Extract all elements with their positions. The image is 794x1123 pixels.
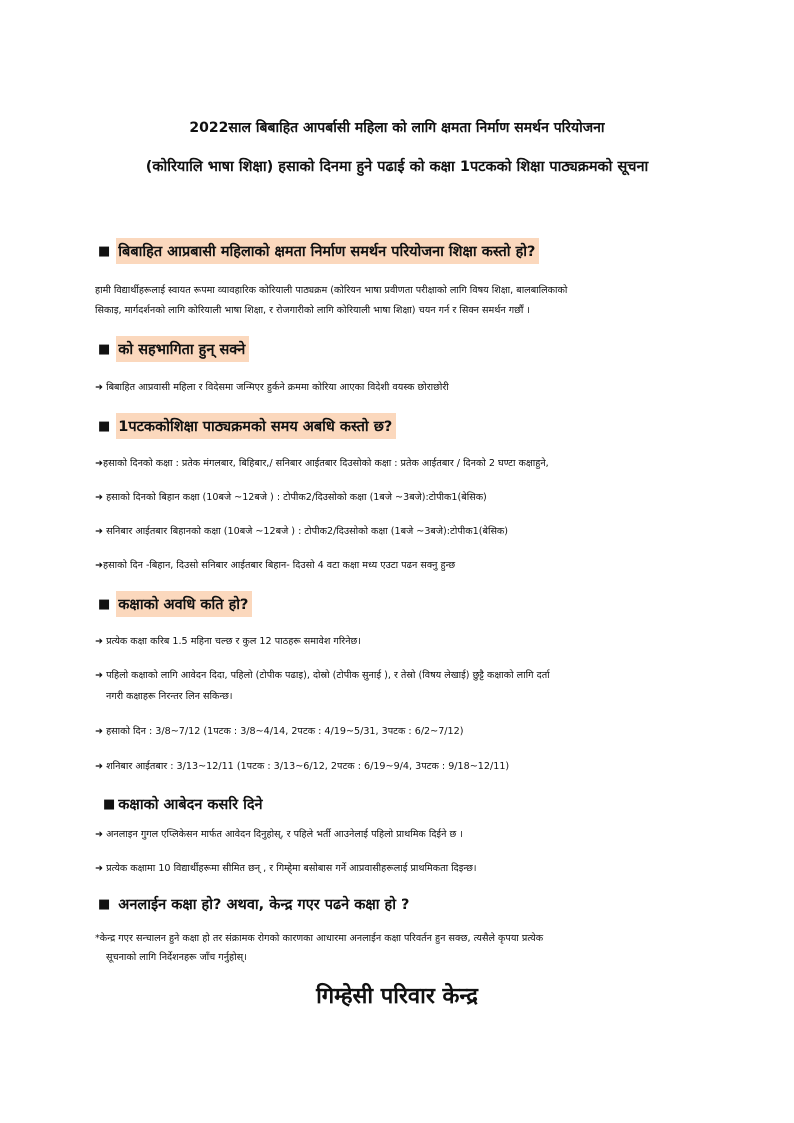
section-heading-what-is	[98, 238, 539, 264]
intro-paragraph-line-1: हामी विद्यार्थीहरूलाई स्वायत रूपमा व्यावहारिक कोरियाली पाठ्यक्रम (कोरियन भाषा प्रवीणता परीक्षाको लागि विषय शिक्षा, बालबालिकाको	[95, 285, 568, 296]
square-bullet-icon: ■	[98, 596, 111, 612]
section-heading-duration	[98, 591, 252, 617]
intro-paragraph-line-2: सिकाइ, मार्गदर्शनको लागि कोरियाली भाषा शिक्षा, र रोजगारीको लागि कोरियाली भाषा शिक्षा) चयन गर्न र सिक्न समर्थन गर्छौं ।	[95, 305, 531, 316]
section-heading-text: 1पटककोशिक्षा पाठ्यक्रमको समय अबधि कस्तो छ?	[116, 413, 396, 439]
section-heading-application	[103, 791, 267, 817]
eligibility-item: ➜ बिबाहित आप्रवासी महिला र विदेसमा जन्मिएर हुर्कने क्रममा कोरिया आएका विदेशी वयस्क छोराछोरी	[95, 382, 449, 393]
duration-item-1: ➜ प्रत्येक कक्षा करिब 1.5 महिना चल्छ र कुल 12 पाठहरू समावेश गरिनेछ।	[95, 636, 361, 647]
section-heading-schedule	[98, 413, 396, 439]
section-heading-online-or-offline	[98, 891, 413, 917]
square-bullet-icon: ■	[98, 341, 111, 357]
schedule-item-4: ➜हसाको दिन -बिहान, दिउसो सनिबार आईतबार बिहान- दिउसो 4 वटा कक्षा मध्य एउटा पढन सक्नु हुन्छ	[95, 560, 456, 571]
duration-item-3: ➜ हसाको दिन : 3/8~7/12 (1पटक : 3/8~4/14, 2पटक : 4/19~5/31, 3पटक : 6/2~7/12)	[95, 726, 464, 737]
organization-name: गिम्हेसी परिवार केन्द्र	[316, 984, 478, 1009]
section-heading-text: बिबाहित आप्रबासी महिलाको क्षमता निर्माण समर्थन परियोजना शिक्षा कस्तो हो?	[116, 238, 539, 264]
square-bullet-icon: ■	[98, 896, 111, 912]
square-bullet-icon: ■	[98, 418, 111, 434]
schedule-item-2: ➜ हसाको दिनको बिहान कक्षा (10बजे ~12बजे ) : टोपीक2/दिउसोको कक्षा (1बजे ~3बजे):टोपीक1(बेसिक)	[95, 492, 487, 503]
document-title-line-2: (कोरियालि भाषा शिक्षा) हसाको दिनमा हुने पढाई को कक्षा 1पटकको शिक्षा पाठ्यक्रमको सूचना	[145, 159, 649, 175]
schedule-item-1: ➜हसाको दिनको कक्षा : प्रतेक मंगलबार, बिहिबार,/ सनिबार आईतबार दिउसोको कक्षा : प्रतेक आईतबार / दिनको 2 घण्टा कक्षाहुने,	[95, 458, 549, 469]
duration-item-2-line-2: नगरी कक्षाहरू निरन्तर लिन सकिन्छ।	[106, 691, 233, 702]
online-note-line-1: *केन्द्र गएर सन्चालन हुने कक्षा हो तर संक्रामक रोगको कारणका आधारमा अनलाईन कक्षा परिवर्तन हुन सक्छ, त्यसैले कृपया प्रत्येक	[95, 933, 544, 944]
square-bullet-icon: ■	[98, 243, 111, 259]
application-item-1: ➜ अनलाइन गुगल एप्लिकेसन मार्फत आवेदन दिनुहोस्, र पहिले भर्ती आउनेलाई पहिलो प्राथमिक दिईने छ ।	[95, 829, 463, 840]
section-heading-text: अनलाईन कक्षा हो? अथवा, केन्द्र गएर पढने कक्षा हो ?	[118, 897, 410, 913]
document-title-line-1: 2022साल बिबाहित आपर्बासी महिला को लागि क्षमता निर्माण समर्थन परियोजना	[189, 120, 605, 136]
section-heading-eligibility	[98, 336, 249, 362]
application-item-2: ➜ प्रत्येक कक्षामा 10 विद्यार्थीहरूमा सीमित छन् , र गिम्हे्मा बसोबास गर्ने आप्रवासीहरूलाई प्राथमिकता दिइन्छ।	[95, 863, 477, 874]
section-heading-text: को सहभागिता हुन् सक्ने	[116, 336, 249, 362]
section-heading-text: कक्षाको अवधि कति हो?	[116, 591, 252, 617]
section-heading-text: कक्षाको आबेदन कसरि दिने	[118, 797, 263, 813]
online-note-line-2: सूचनाको लागि निर्देशनहरू जाँच गर्नुहोस्।	[106, 952, 247, 963]
duration-item-4: ➜ शनिबार आईतबार : 3/13~12/11 (1पटक : 3/13~6/12, 2पटक : 6/19~9/4, 3पटक : 9/18~12/11)	[95, 761, 510, 772]
schedule-item-3: ➜ सनिबार आईतबार बिहानको कक्षा (10बजे ~12बजे ) : टोपीक2/दिउसोको कक्षा (1बजे ~3बजे):टोपीक1(बेसिक)	[95, 526, 509, 537]
duration-item-2-line-1: ➜ पहिलो कक्षाको लागि आवेदन दिदा, पहिलो (टोपीक पढाइ), दोस्रो (टोपीक सुनाई ), र तेस्रो (विषय लेखाई) छुट्टै कक्षाको लागि दर्ता	[95, 670, 550, 681]
square-bullet-icon: ■	[103, 796, 116, 812]
